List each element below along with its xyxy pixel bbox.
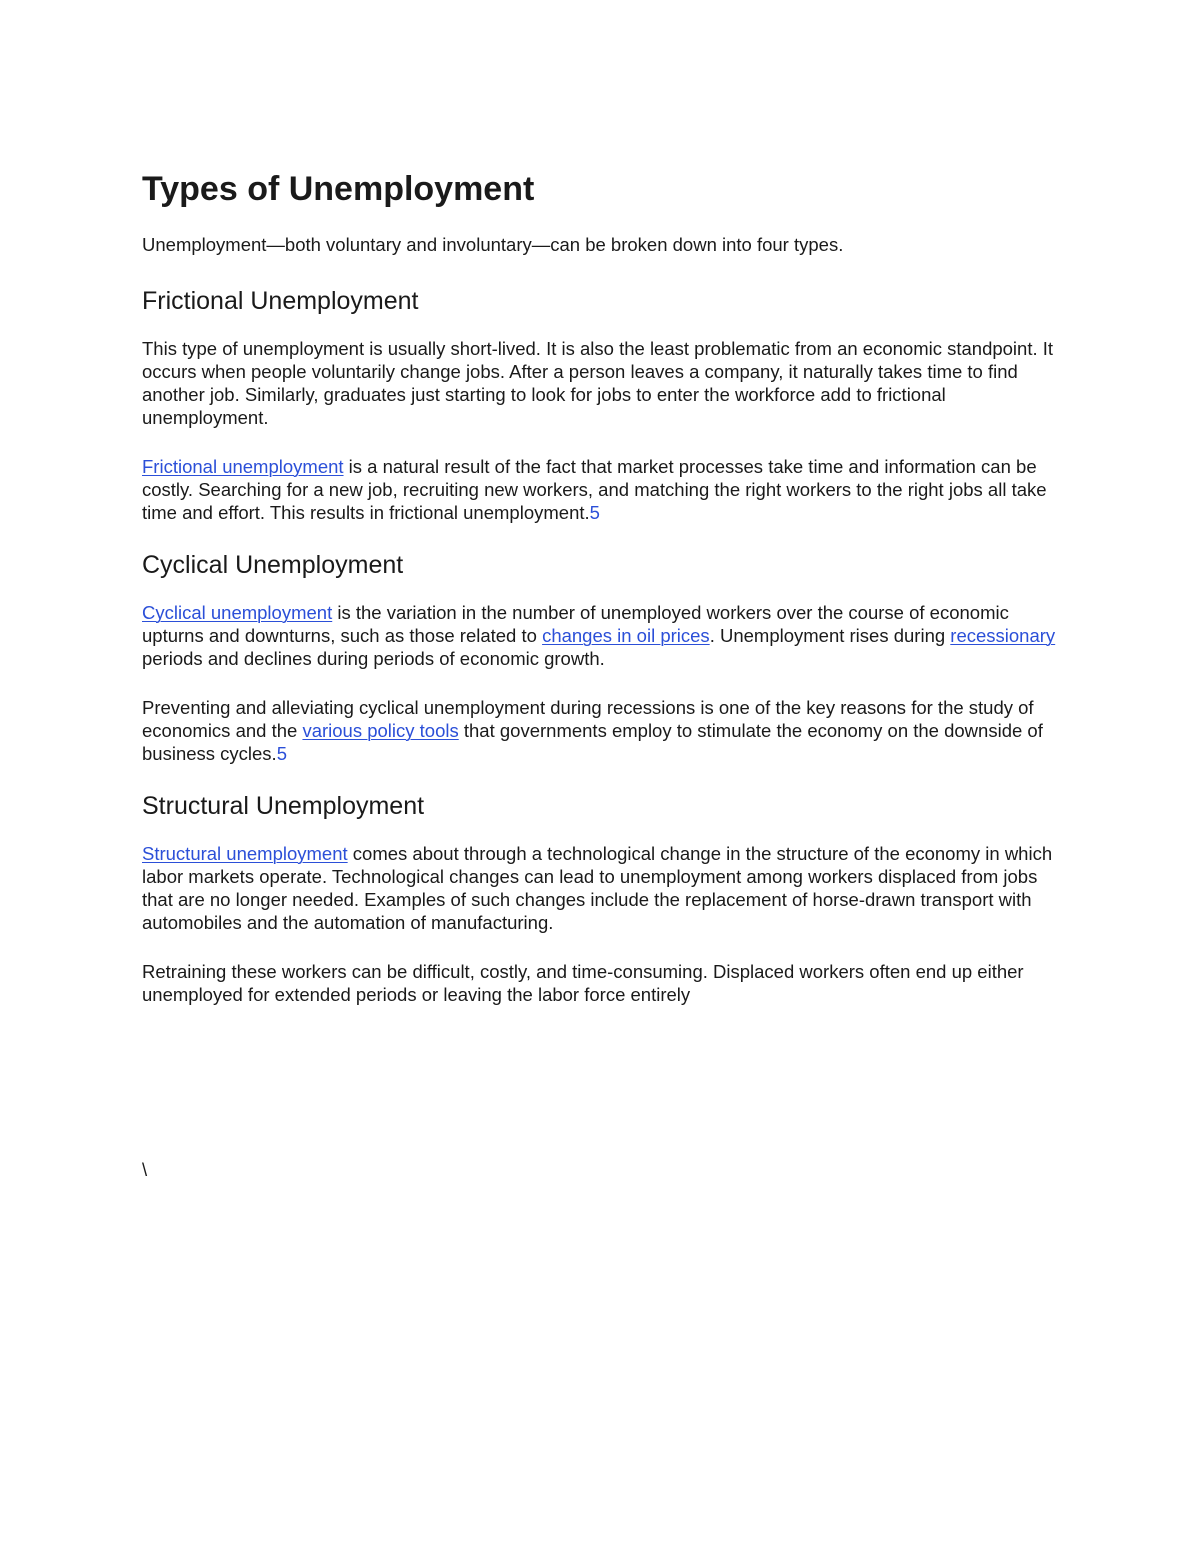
stray-backslash: \ (142, 1159, 148, 1180)
various-policy-tools-link[interactable]: various policy tools (302, 720, 459, 741)
cyclical-paragraph-1-text-a: is the variation in the number of unemployed workers over the course of economic upturns and downturns, such as those related to (142, 602, 1009, 646)
cyclical-heading: Cyclical Unemployment (142, 551, 404, 579)
cyclical-paragraph-1-text-b: . Unemployment rises during (709, 625, 951, 646)
cyclical-paragraph-1 (142, 601, 1062, 670)
structural-paragraph-2: Retraining these workers can be difficult, costly, and time-consuming. Displaced workers often end up either unemployed for extended periods or leaving the labor force entirely (142, 961, 1024, 1005)
frictional-paragraph-2-text: is a natural result of the fact that market processes take time and information can be costly. Searching for a new job, recruiting new workers, and matching the right workers to the right jobs all take time and effort. This results in frictional unemployment. (142, 456, 1047, 523)
cyclical-unemployment-link[interactable]: Cyclical unemployment (142, 602, 333, 623)
footnote-marker[interactable]: 5 (276, 743, 287, 764)
changes-in-oil-prices-link[interactable]: changes in oil prices (542, 625, 710, 646)
structural-unemployment-link[interactable]: Structural unemployment (142, 843, 348, 864)
cyclical-paragraph-2 (142, 696, 1062, 765)
cyclical-paragraph-2-text-b: that governments employ to stimulate the economy on the downside of business cycles. (142, 720, 1043, 764)
structural-paragraph-1-text: comes about through a technological change in the structure of the economy in which labor markets operate. Technological changes can lead to unemployment among workers displaced from jobs that are no longer needed. Examples of such changes include the replacement of horse-drawn transport with automobiles and the automation of manufacturing. (142, 843, 1053, 933)
intro-paragraph: Unemployment—both voluntary and involuntary—can be broken down into four types. (142, 234, 844, 255)
cyclical-paragraph-1-text-c: periods and declines during periods of economic growth. (142, 648, 605, 669)
document-page (142, 168, 1062, 1032)
cyclical-paragraph-2-text-a: Preventing and alleviating cyclical unemployment during recessions is one of the key reasons for the study of economics and the (142, 697, 1034, 741)
structural-heading: Structural Unemployment (142, 792, 425, 820)
footnote-marker[interactable]: 5 (589, 502, 600, 523)
page-title: Types of Unemployment (142, 170, 535, 208)
frictional-paragraph-2 (142, 455, 1062, 524)
recessionary-link[interactable]: recessionary (950, 625, 1056, 646)
frictional-paragraph-1: This type of unemployment is usually short-lived. It is also the least problematic from an economic standpoint. It occurs when people voluntarily change jobs. After a person leaves a company, it naturally takes time to find another job. Similarly, graduates just starting to look for jobs to enter the workforce add to frictional unemployment. (142, 338, 1054, 428)
frictional-unemployment-link[interactable]: Frictional unemployment (142, 456, 344, 477)
structural-paragraph-1 (142, 842, 1062, 934)
frictional-heading: Frictional Unemployment (142, 287, 419, 315)
